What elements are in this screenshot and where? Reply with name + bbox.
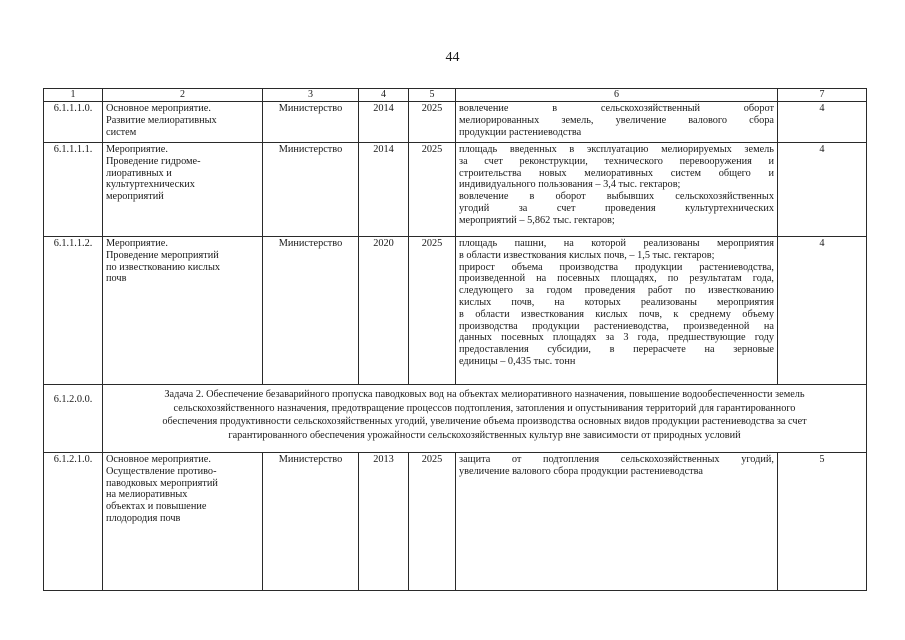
header-cell: 3 (263, 89, 359, 102)
row-col7: 4 (778, 102, 867, 143)
row-result-line: произведенной на посевных площадях, по результатам года, (459, 273, 774, 285)
row-executor: Министерство (263, 237, 359, 385)
row-result (456, 453, 778, 591)
row-result (456, 143, 778, 237)
row-result-line: площадь введенных в эксплуатацию мелиорируемых земель (459, 144, 774, 155)
row-name-line: Основное мероприятие. (106, 103, 211, 114)
row-name-line: объектах и повышение (106, 501, 207, 513)
table-row (44, 237, 867, 385)
table-row (44, 102, 867, 143)
row-result (456, 237, 778, 385)
row-result-line: вовлечение в оборот выбывших сельскохозяйственных (459, 191, 774, 203)
task-code: 6.1.2.0.0. (44, 385, 103, 453)
row-start-year: 2014 (359, 102, 409, 143)
row-col7: 4 (778, 237, 867, 385)
row-executor: Министерство (263, 102, 359, 143)
task-text-line: сельскохозяйственного назначения, предотвращение процессов подтопления, затопления и опустынивания территорий для гарантированного (173, 402, 796, 414)
row-name-line: мероприятий (106, 191, 164, 203)
row-result-line: мелиорированных земель, увеличение валового сбора (459, 114, 774, 126)
row-name-line: паводковых мероприятий (106, 477, 218, 489)
row-executor: Министерство (263, 453, 359, 591)
row-start-year: 2020 (359, 237, 409, 385)
task-text-line: гарантированного обеспечения урожайности сельскохозяйственных культур вне зависимости от природных условий (228, 429, 741, 441)
header-cell: 4 (359, 89, 409, 102)
row-result-line: производства продукции растениеводства, произведенной на (459, 320, 774, 332)
row-name (103, 237, 263, 385)
row-result-line: за счет реконструкции, технического перевооружения и (459, 155, 774, 167)
task-text (103, 385, 867, 453)
row-col7: 5 (778, 453, 867, 591)
page-number: 44 (445, 50, 460, 65)
row-name-line: Проведение мероприятий (106, 249, 219, 261)
row-name-line: лиоративных и (106, 167, 172, 179)
task-row (44, 385, 867, 453)
row-result-line: единицы – 0,435 тыс. тонн (459, 355, 576, 367)
header-cell: 5 (409, 89, 456, 102)
row-result-line: данных посевных площадях за 3 года, предшествующие году (459, 332, 774, 344)
row-result-line: защита от подтопления сельскохозяйственных угодий, (459, 454, 774, 465)
row-name-line: Основное мероприятие. (106, 454, 211, 465)
row-name (103, 102, 263, 143)
task-text-line: Задача 2. Обеспечение безаварийного пропуска паводковых вод на объектах мелиоративного назначения, повышение водообеспеченности земель (164, 389, 805, 400)
row-executor: Министерство (263, 143, 359, 237)
row-name-line: почв (106, 273, 127, 285)
row-col7: 4 (778, 143, 867, 237)
row-result-line: предоставления субсидии, в перерасчете на зерновые (459, 344, 774, 356)
row-result-line: мероприятий – 5,862 тыс. гектаров; (459, 214, 615, 226)
row-name-line: Проведение гидроме- (106, 155, 201, 167)
row-name-line: Осуществление противо- (106, 465, 217, 477)
row-result-line: индивидуального пользования – 3,4 тыс. гектаров; (459, 179, 681, 191)
row-name-line: на мелиоративных (106, 489, 188, 501)
row-name-line: Мероприятие. (106, 144, 168, 155)
table-row (44, 143, 867, 237)
row-result-line: прирост объема производства продукции растениеводства, (459, 261, 774, 273)
row-name (103, 453, 263, 591)
row-result-line: площадь пашни, на которой реализованы мероприятия (459, 238, 774, 249)
header-cell: 7 (778, 89, 867, 102)
row-end-year: 2025 (409, 237, 456, 385)
row-code: 6.1.1.1.2. (44, 237, 103, 385)
row-code: 6.1.1.1.0. (44, 102, 103, 143)
row-start-year: 2014 (359, 143, 409, 237)
row-result-line: продукции растениеводства (459, 126, 582, 138)
row-result-line: кислых почв, на которых реализованы мероприятия (459, 296, 774, 308)
row-name-line: культуртехнических (106, 179, 195, 191)
row-code: 6.1.1.1.1. (44, 143, 103, 237)
row-end-year: 2025 (409, 102, 456, 143)
row-name-line: плодородия почв (106, 512, 181, 524)
row-name-line: Мероприятие. (106, 238, 168, 249)
row-name-line: по известкованию кислых (106, 261, 221, 273)
row-result-line: в области известкования кислых почв, к среднему объему (459, 308, 774, 320)
row-name (103, 143, 263, 237)
row-start-year: 2013 (359, 453, 409, 591)
row-end-year: 2025 (409, 453, 456, 591)
table-row (44, 453, 867, 591)
header-cell: 1 (44, 89, 103, 102)
row-name-line: Развитие мелиоративных (106, 114, 217, 126)
row-code: 6.1.2.1.0. (44, 453, 103, 591)
row-result-line: угодий за счет проведения культуртехнических (459, 202, 774, 214)
row-result-line: вовлечение в сельскохозяйственный оборот (459, 103, 774, 114)
header-row (44, 89, 867, 102)
header-cell: 6 (456, 89, 778, 102)
program-table (43, 88, 867, 591)
row-end-year: 2025 (409, 143, 456, 237)
row-result-line: следующего за годом проведения работ по известкованию (459, 285, 774, 297)
row-result-line: увеличение валового сбора продукции растениеводства (459, 465, 703, 477)
row-name-line: систем (106, 126, 137, 138)
task-text-line: обеспечения продуктивности сельскохозяйственных угодий, увеличение объема производства основных видов продукции растениеводства за счет (162, 416, 807, 427)
row-result-line: в области известкования кислых почв, – 1,5 тыс. гектаров; (459, 249, 715, 261)
header-cell: 2 (103, 89, 263, 102)
row-result (456, 102, 778, 143)
row-result-line: строительства новых мелиоративных систем общего и (459, 167, 774, 179)
